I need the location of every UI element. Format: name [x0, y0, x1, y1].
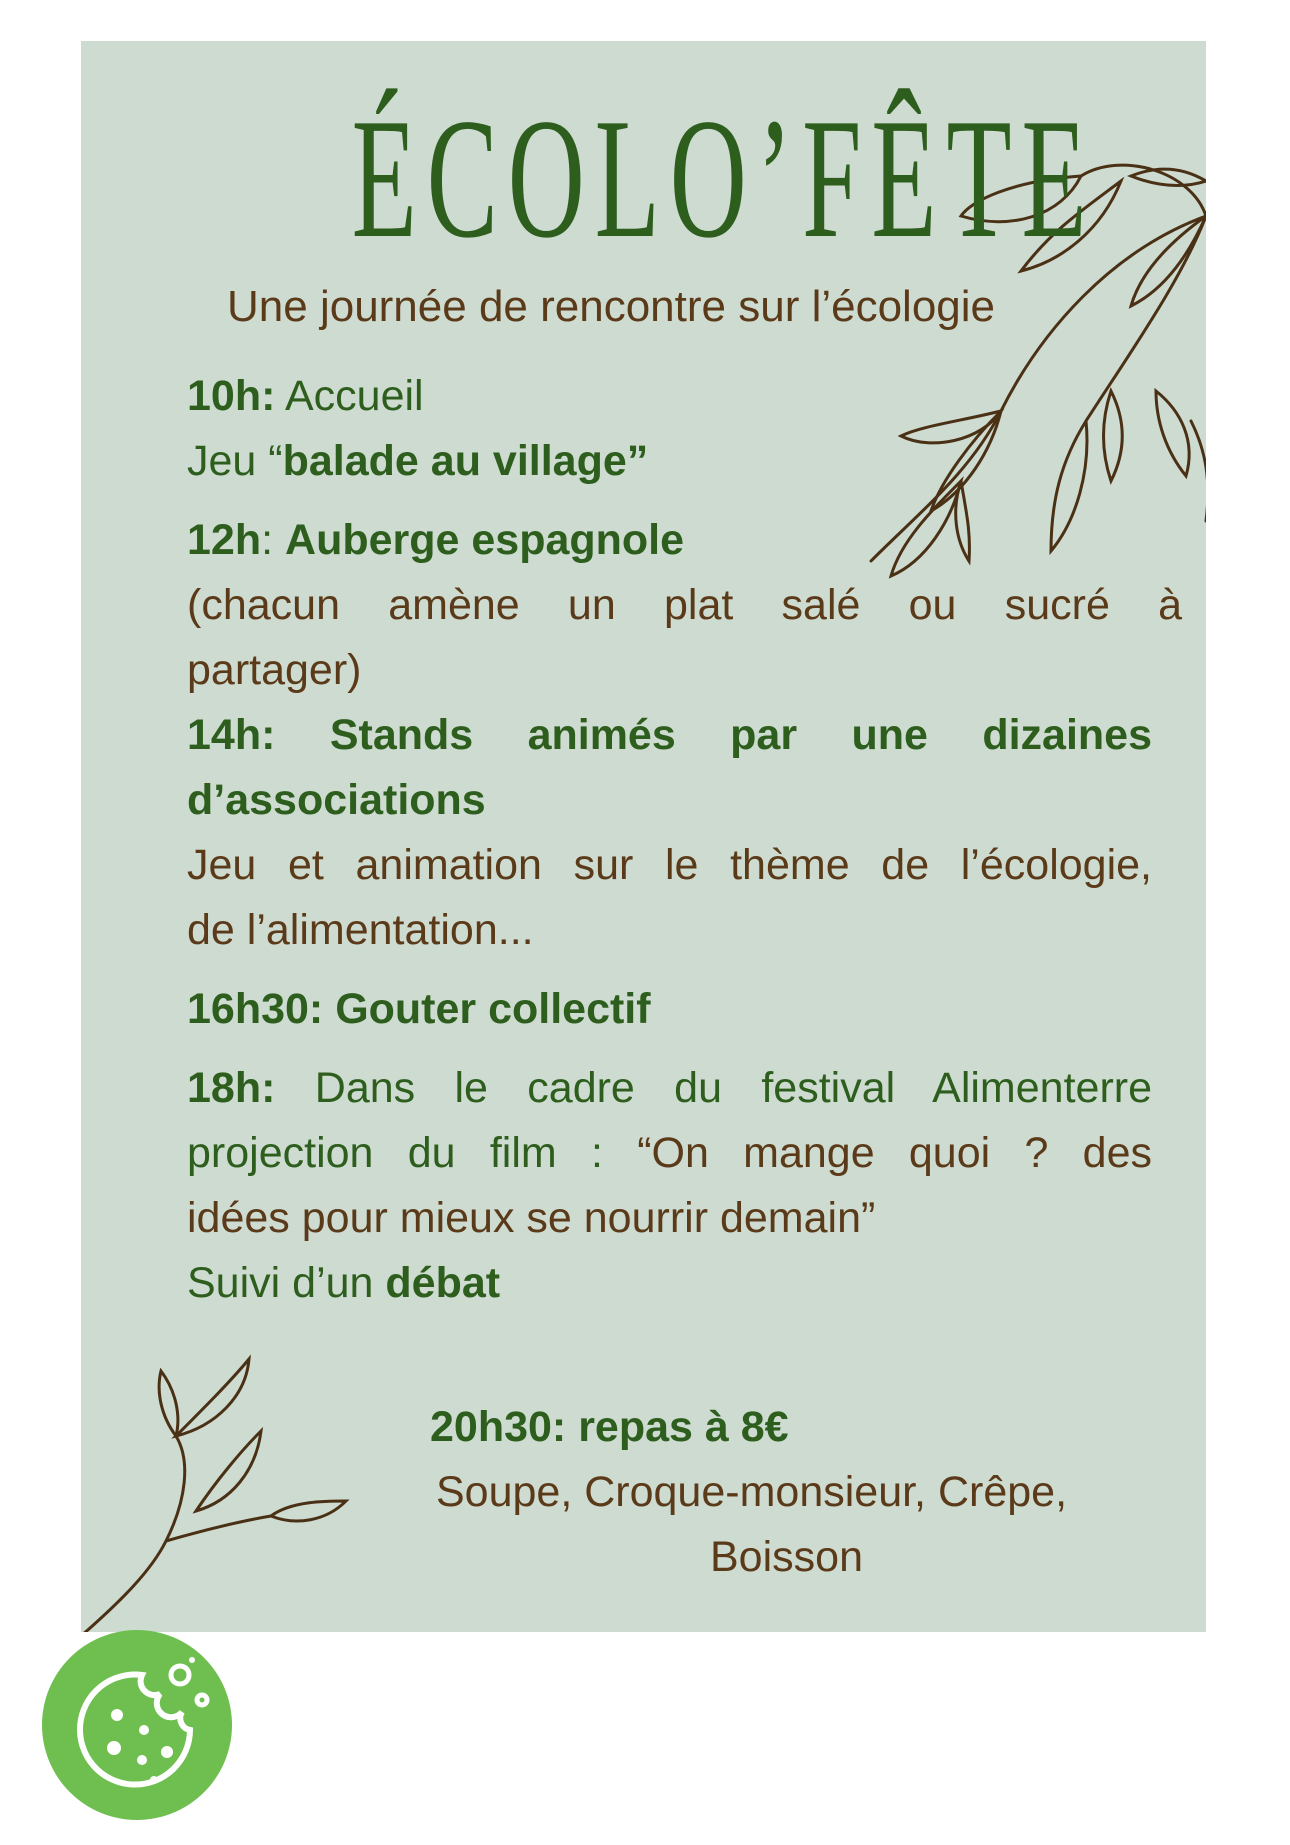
film-title-part1: “On mange quoi ? des — [637, 1129, 1152, 1177]
dinner-heading: 20h30: repas à 8€ — [430, 1403, 789, 1451]
program-item-12h — [187, 508, 1182, 703]
program-item-18h — [187, 1056, 1152, 1316]
film-title-part2: idées pour mieux se nourrir demain” — [187, 1194, 876, 1242]
heading-14h-line2: d’associations — [187, 776, 486, 824]
projection-text: projection du film : — [187, 1129, 638, 1177]
dinner-section — [430, 1395, 1150, 1590]
time-10h: 10h: — [187, 372, 276, 420]
cookie-icon — [42, 1630, 232, 1820]
heading-14h-line1: 14h: Stands animés par une dizaines — [187, 711, 1152, 759]
desc-12h-line2: partager) — [187, 646, 362, 694]
time-12h: 12h — [187, 516, 262, 564]
cookie-consent-button[interactable] — [42, 1630, 232, 1820]
desc-14h-line1: Jeu et animation sur le thème de l’écologie, — [187, 841, 1152, 889]
program-item-10h — [187, 364, 1182, 494]
debate-prefix: Suivi d’un — [187, 1259, 386, 1307]
program-item-14h — [187, 703, 1152, 963]
game-name: balade au village” — [282, 437, 649, 485]
title-10h: Accueil — [275, 372, 424, 420]
title-12h: Auberge espagnole — [285, 516, 685, 564]
heading-16h30: 16h30: Gouter collectif — [187, 985, 651, 1033]
program — [187, 364, 1182, 1316]
colon-12h: : — [261, 516, 286, 564]
desc-14h-line2: de l’alimentation... — [187, 906, 534, 954]
festival-text: Dans le cadre du festival Alimenterre — [275, 1064, 1152, 1112]
desc-12h-line1: (chacun amène un plat salé ou sucré à — [187, 581, 1182, 629]
debate-word: débat — [385, 1259, 501, 1307]
leaf-branch-bottom-left — [81, 1351, 361, 1632]
dinner-menu-line1: Soupe, Croque-monsieur, Crêpe, — [436, 1468, 1068, 1516]
program-item-16h30 — [187, 977, 1182, 1042]
dinner-menu-line2: Boisson — [710, 1533, 863, 1581]
poster-title: ÉCOLO’FÊTE — [351, 84, 1097, 274]
time-18h: 18h: — [187, 1064, 276, 1112]
subtitle: Une journée de rencontre sur l’écologie — [227, 282, 996, 331]
game-prefix: Jeu “ — [187, 437, 283, 485]
